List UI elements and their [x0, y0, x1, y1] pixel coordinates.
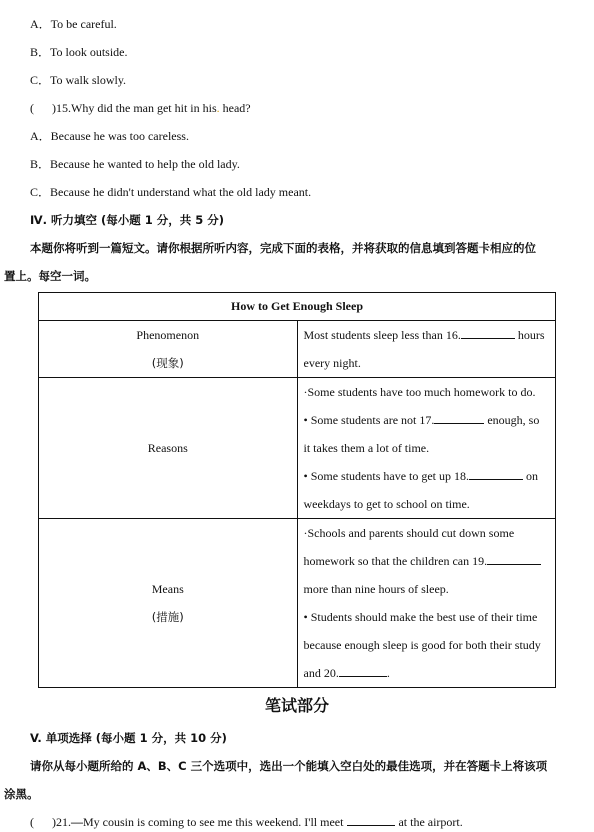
question-paren: (: [30, 815, 34, 829]
question-dash: —: [71, 815, 83, 829]
question-paren: (: [30, 101, 34, 115]
blank-18[interactable]: [469, 467, 523, 480]
content-text: .: [386, 666, 390, 680]
option-c-line: [30, 72, 126, 88]
question-text-end: head?: [219, 101, 251, 115]
option-text: To walk slowly.: [50, 73, 127, 87]
content-text: • Some students are not 17.: [303, 413, 435, 427]
option-letter: C．: [30, 185, 51, 199]
phenomenon-label-cn: (现象): [151, 356, 184, 370]
content-line: • Students should make the best use of their time: [303, 610, 538, 624]
table-row-phenomenon: [39, 321, 556, 378]
stray-dot: .: [216, 101, 220, 115]
blank-21[interactable]: [347, 813, 395, 826]
content-line: it takes them a lot of time.: [303, 441, 430, 455]
content-line: because enough sleep is good for both their study: [303, 638, 541, 652]
table-row-reasons: [39, 378, 556, 519]
sleep-table: [38, 292, 556, 688]
option-a-line: [30, 16, 117, 32]
blank-20[interactable]: [339, 664, 387, 677]
row-content-cell: [297, 378, 556, 519]
content-text: homework so that the children can 19.: [303, 554, 488, 568]
phenomenon-label: Phenomenon: [136, 328, 200, 342]
content-line: ·Some students have too much homework to do.: [303, 385, 536, 399]
blank-19[interactable]: [487, 552, 541, 565]
content-line: [304, 462, 556, 490]
question-15: [30, 100, 251, 116]
section-5-instruction-2: 涂黑。: [4, 787, 39, 801]
content-line: more than nine hours of sleep.: [303, 582, 449, 596]
row-label-cell: [39, 519, 298, 688]
content-line: [304, 659, 556, 687]
option-text: Because he didn't understand what the old lady meant.: [50, 185, 312, 199]
option-letter: C．: [30, 73, 51, 87]
option-text: Because he wanted to help the old lady.: [50, 157, 240, 171]
question-number: )21.: [52, 815, 71, 829]
means-label-cn: (措施): [151, 610, 184, 624]
section-number: V.: [30, 731, 42, 745]
row-content-cell: [297, 519, 556, 688]
content-text: enough, so: [484, 413, 540, 427]
option-text: To be careful.: [50, 17, 117, 31]
blank-17[interactable]: [434, 411, 484, 424]
blank-16[interactable]: [461, 326, 515, 339]
section-4-instruction-1: 本题你将听到一篇短文。请你根据所听内容，完成下面的表格，并将获取的信息填到答题卡相应的位: [30, 241, 536, 255]
question-text: )15.Why did the man get hit in his: [52, 101, 217, 115]
option-text: Because he was too careless.: [50, 129, 189, 143]
content-line: ·Schools and parents should cut down some: [303, 526, 515, 540]
q15-option-b: [30, 156, 240, 172]
content-line: weekdays to get to school on time.: [303, 497, 470, 511]
content-line: [304, 321, 556, 349]
option-letter: A．: [30, 129, 51, 143]
q15-option-a: [30, 128, 189, 144]
section-5-instruction-1: 请你从每小题所给的 A、B、C 三个选项中，选出一个能填入空白处的最佳选项，并在答题卡上将该项: [30, 759, 548, 773]
option-letter: A．: [30, 17, 51, 31]
content-text: Most students sleep less than 16.: [303, 328, 461, 342]
content-text: hours: [514, 328, 545, 342]
content-line: [304, 406, 556, 434]
row-label-cell: [39, 378, 298, 519]
content-text: • Some students have to get up 18.: [303, 469, 470, 483]
content-text: and 20.: [303, 666, 339, 680]
section-title: 听力填空 (每小题 1 分，共 5 分): [47, 213, 225, 227]
means-label: Means: [151, 582, 184, 596]
question-21: [30, 813, 463, 830]
content-line: every night.: [303, 356, 361, 370]
question-text-end: at the airport.: [395, 815, 463, 829]
table-title: How to Get Enough Sleep: [39, 293, 556, 321]
written-part-title: 笔试部分: [264, 696, 329, 715]
section-title: 单项选择 (每小题 1 分，共 10 分): [41, 731, 227, 745]
section-5-heading: [30, 730, 227, 746]
content-text: on: [523, 469, 539, 483]
content-line: [304, 547, 556, 575]
q15-option-c: [30, 184, 311, 200]
table-row-means: [39, 519, 556, 688]
option-letter: B．: [30, 157, 51, 171]
section-4-heading: [30, 212, 224, 228]
option-b-line: [30, 44, 128, 60]
option-text: To look outside.: [50, 45, 128, 59]
section-number: Ⅳ.: [30, 213, 48, 227]
question-text: My cousin is coming to see me this weekend. I'll meet: [83, 815, 344, 829]
reasons-label: Reasons: [147, 441, 188, 455]
section-4-instruction-2: 置上。每空一词。: [4, 269, 96, 283]
row-content-cell: [297, 321, 556, 378]
row-label-cell: [39, 321, 298, 378]
option-letter: B．: [30, 45, 51, 59]
